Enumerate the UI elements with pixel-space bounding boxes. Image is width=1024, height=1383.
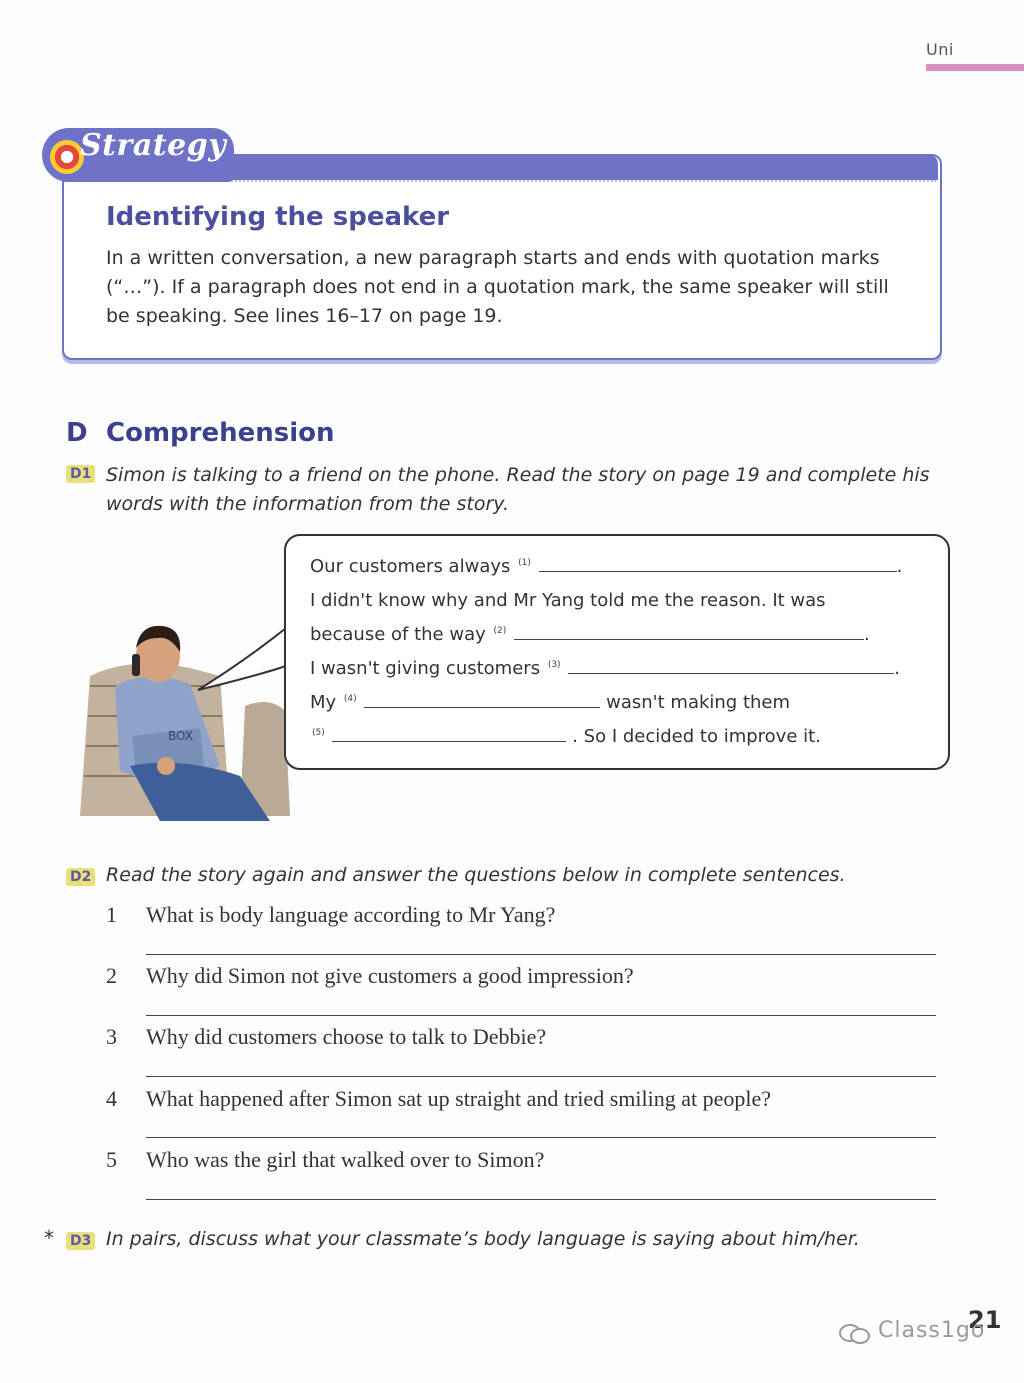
question-number: 2: [106, 963, 117, 988]
task-badge-d3: D3: [66, 1232, 95, 1250]
d3-instruction: In pairs, discuss what your classmate’s body language is saying about him/her.: [106, 1228, 860, 1250]
bubble-line-3: because of the way $^{(2)}$ .: [310, 624, 870, 645]
question-text: Why did customers choose to talk to Debbie?: [146, 1024, 547, 1049]
bubble-line-1: Our customers always $^{(1)}$ .: [310, 556, 903, 577]
question-number: 4: [106, 1086, 117, 1111]
bubble-text-4: I wasn't giving customers: [310, 658, 541, 679]
question-number: 3: [106, 1024, 117, 1049]
bubble-text-5a: My: [310, 692, 337, 713]
answer-line-3[interactable]: [146, 1076, 936, 1077]
bubble-line-6: [310, 726, 821, 747]
task-badge-d2: D2: [66, 868, 95, 886]
task-badge-d1: D1: [66, 465, 95, 483]
chat-bubbles-icon: [838, 1322, 872, 1346]
svg-text:BOX: BOX: [168, 729, 193, 743]
blank-ref-4: (4): [343, 694, 357, 704]
question-text: What happened after Simon sat up straight and tried smiling at people?: [146, 1086, 771, 1111]
d1-instruction: Simon is talking to a friend on the phone. Read the story on page 19 and complete his words with the information from the story.: [106, 464, 930, 515]
strategy-tab-label: Strategy: [80, 128, 227, 163]
bubble-text-3: because of the way: [310, 624, 486, 645]
section-letter: D: [66, 418, 88, 448]
answer-blank-3[interactable]: [568, 659, 894, 674]
blank-ref-3: (3): [547, 660, 561, 670]
blank-ref-1: (1): [518, 558, 531, 568]
speech-bubble-tail: [196, 620, 296, 700]
answer-blank-2[interactable]: [514, 625, 864, 640]
unit-label: Uni: [926, 40, 954, 59]
question-number: 1: [106, 902, 117, 927]
target-icon: [50, 140, 84, 174]
bubble-line-5: [310, 692, 790, 713]
question-text: Why did Simon not give customers a good impression?: [146, 963, 634, 988]
answer-line-4[interactable]: [146, 1137, 936, 1138]
blank-ref-5: (5): [312, 728, 325, 738]
optional-task-star: *: [44, 1226, 54, 1250]
question-number: 5: [106, 1147, 117, 1172]
bubble-text-6: . So I decided to improve it.: [572, 726, 821, 747]
bubble-text-5b: wasn't making them: [606, 692, 791, 713]
answer-blank-4[interactable]: [364, 693, 600, 708]
unit-color-bar: [926, 64, 1024, 71]
question-text: What is body language according to Mr Yang?: [146, 902, 556, 927]
bubble-text-1: Our customers always: [310, 556, 511, 577]
answer-line-5[interactable]: [146, 1199, 936, 1200]
answer-line-1[interactable]: [146, 954, 936, 955]
speech-bubble: [284, 534, 950, 770]
answer-line-2[interactable]: [146, 1015, 936, 1016]
blank-ref-2: (2): [493, 626, 507, 636]
question-text: Who was the girl that walked over to Simon?: [146, 1147, 545, 1172]
answer-blank-1[interactable]: [539, 557, 897, 572]
watermark: Class1go: [878, 1318, 986, 1343]
bubble-line-2: I didn't know why and Mr Yang told me the reason. It was: [310, 590, 826, 611]
answer-blank-5[interactable]: [332, 727, 566, 742]
strategy-heading: Identifying the speaker: [106, 202, 450, 232]
strategy-body: In a written conversation, a new paragraph starts and ends with quotation marks (“…”). If a paragraph does not end in a quotation mark, the same speaker will still be speaking. See lines 16–17 on page 19.: [106, 247, 889, 327]
bubble-line-4: I wasn't giving customers $^{(3)}$ .: [310, 658, 901, 679]
section-title: Comprehension: [106, 418, 335, 448]
d2-instruction: Read the story again and answer the questions below in complete sentences.: [106, 864, 846, 886]
page-number: 21: [968, 1306, 1002, 1334]
